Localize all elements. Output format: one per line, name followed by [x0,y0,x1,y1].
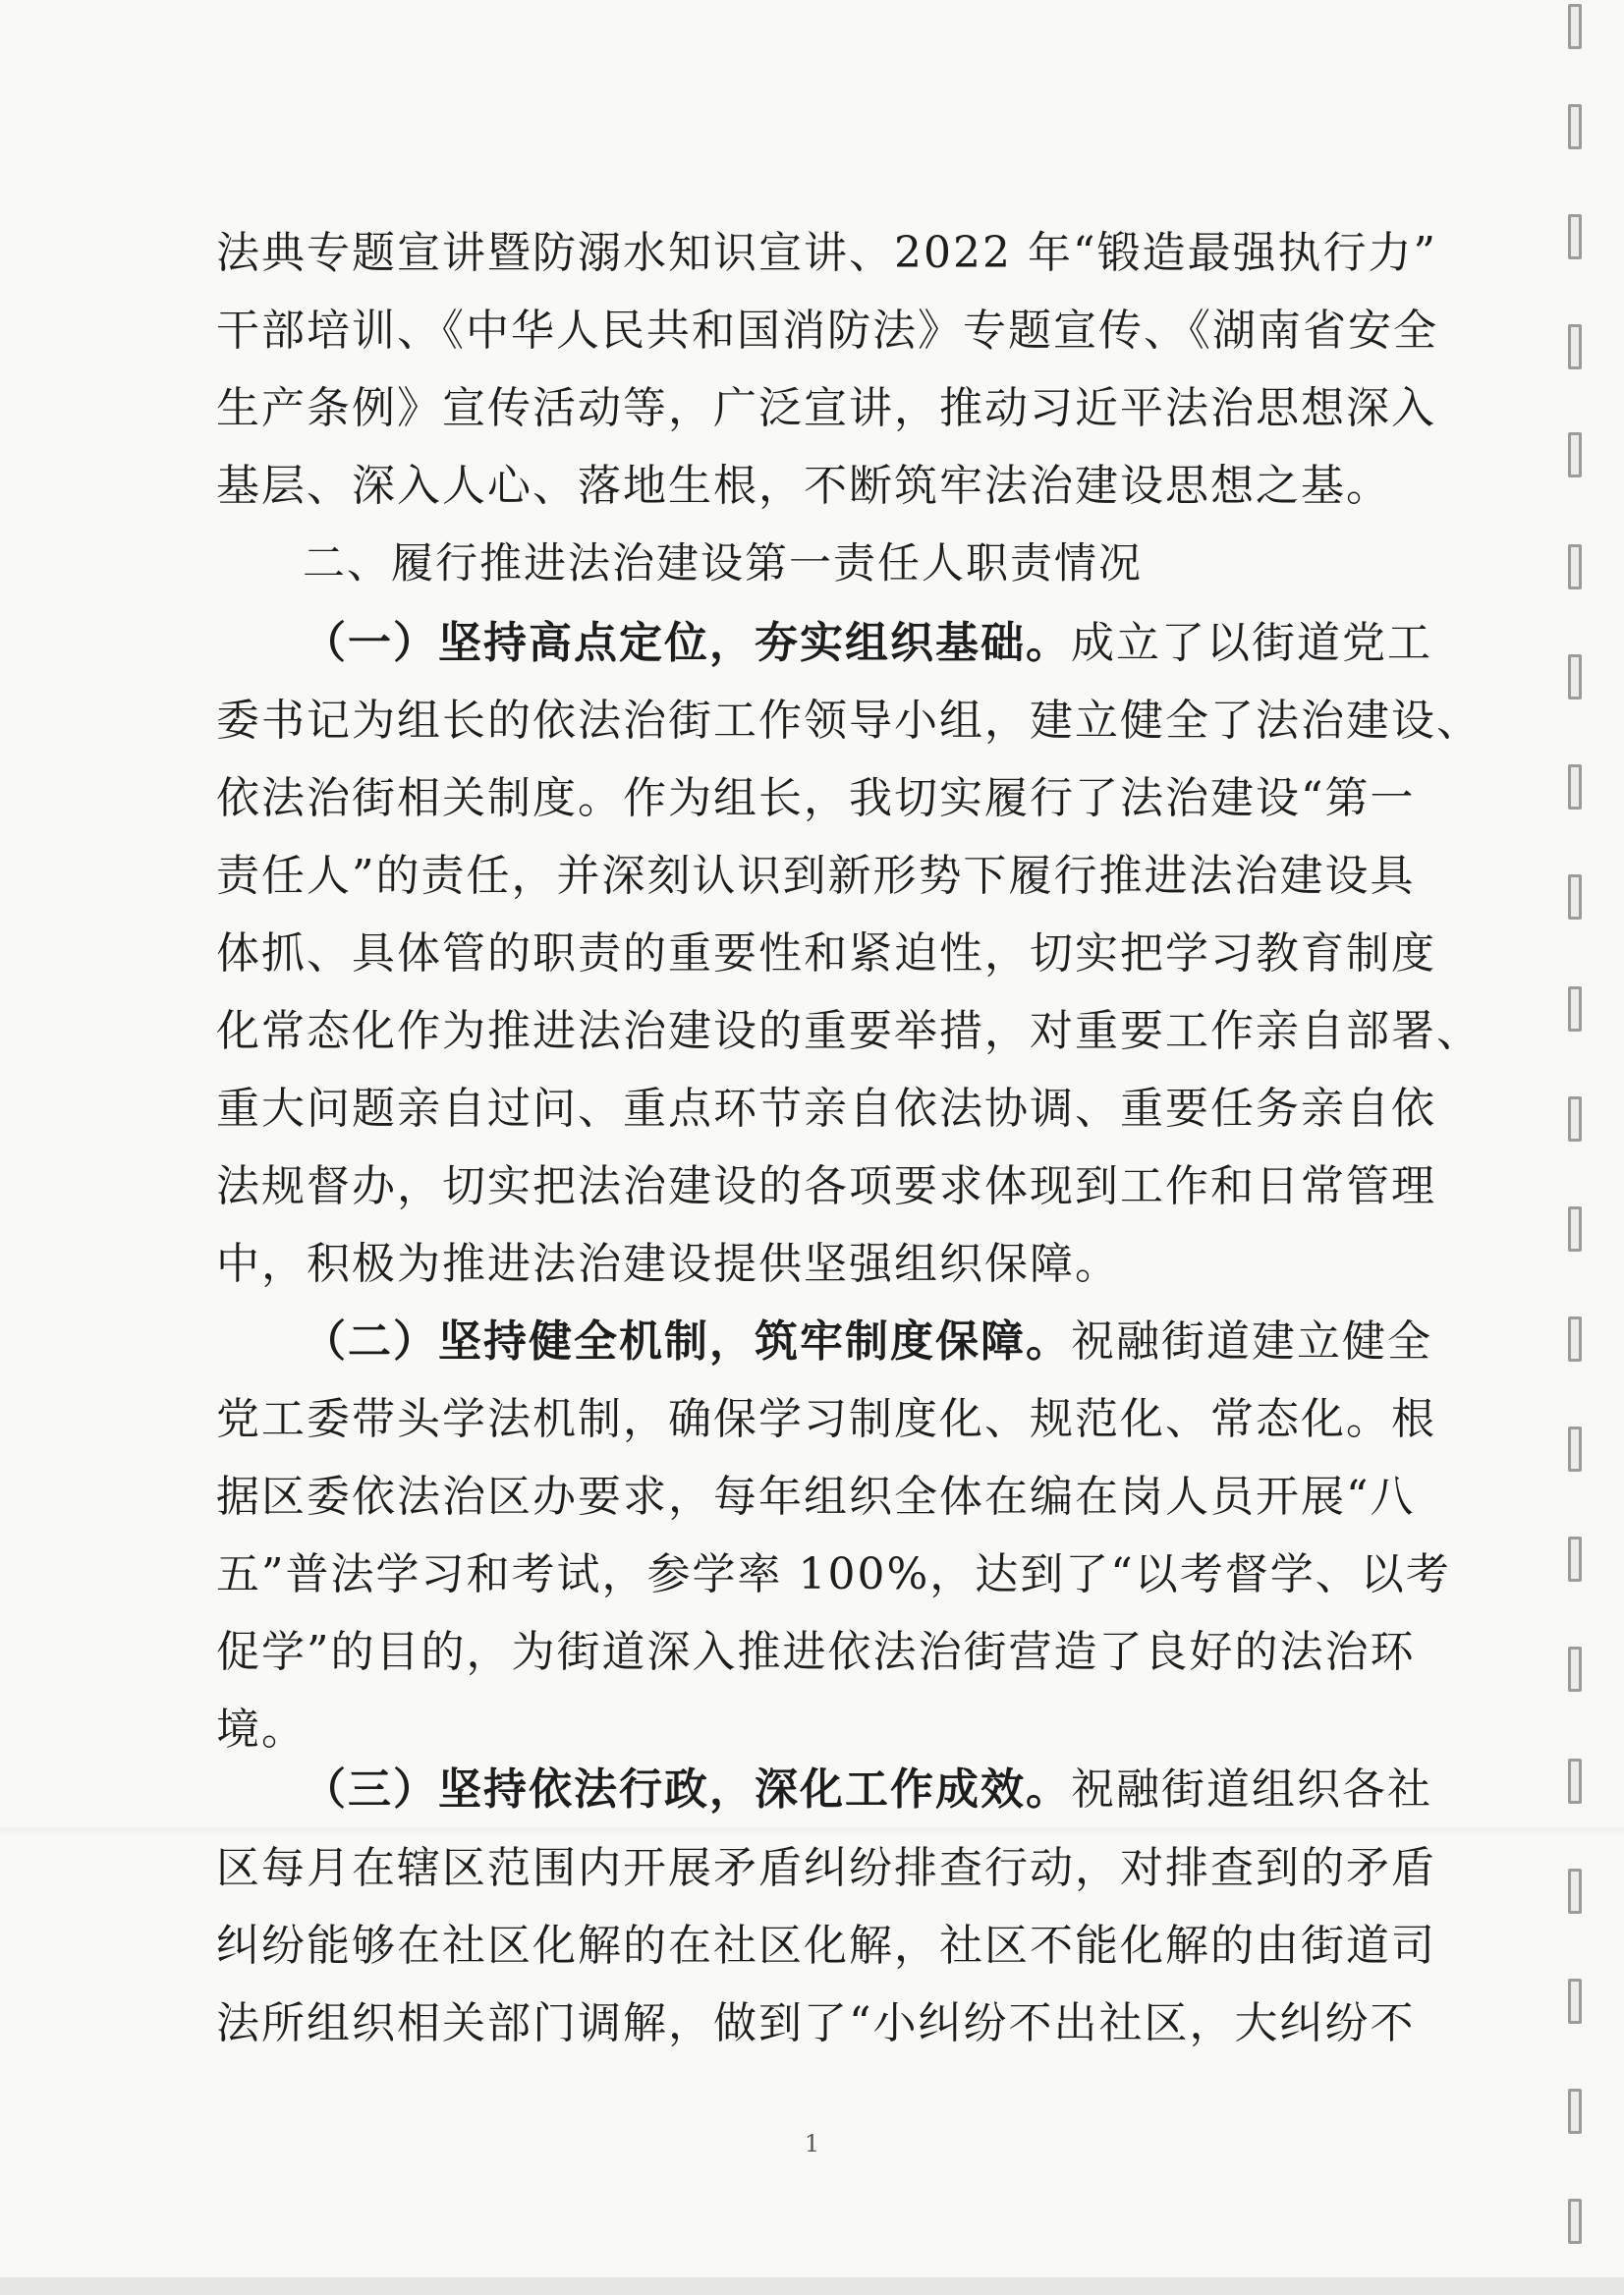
body-line: 促学”的目的，为街道深入推进依法治街营造了良好的法治环 [216,1627,1416,1677]
scan-mark [1568,1427,1582,1472]
scan-mark [1568,986,1582,1032]
subsection-title: （三）坚持依法行政，深化工作成效。 [303,1764,1071,1815]
body-line: 境。 [216,1705,307,1755]
section-heading: 二、履行推进法治建设第一责任人职责情况 [303,539,1143,588]
scan-mark [1568,1206,1582,1252]
scan-mark [1568,432,1582,477]
body-line: 法所组织相关部门调解，做到了“小纠纷不出社区，大纠纷不 [216,1998,1416,2048]
body-line: 干部培训、《中华人民共和国消防法》专题宣传、《湖南省安全 [216,306,1438,356]
body-line: 基层、深入人心、落地生根，不断筑牢法治建设思想之基。 [216,461,1391,511]
body-line: 法规督办，切实把法治建设的各项要求体现到工作和日常管理 [216,1161,1436,1211]
body-line: 区每月在辖区范围内开展矛盾纠纷排查行动，对排查到的矛盾 [216,1843,1436,1893]
page-number: 1 [804,2130,820,2157]
subsection-first-line [303,1764,1432,1816]
body-line: 依法治街相关制度。作为组长，我切实履行了法治建设“第一 [216,773,1416,823]
body-line: 化常态化作为推进法治建设的重要举措，对重要工作亲自部署、 [216,1006,1482,1056]
scan-mark [1568,1979,1582,2024]
scan-mark [1568,1537,1582,1582]
body-line: 纠纷能够在社区化解的在社区化解，社区不能化解的由街道司 [216,1921,1436,1971]
scan-band [0,1827,1624,1837]
scan-mark [1568,104,1582,149]
subsection-first-line [303,1316,1432,1368]
scan-mark [1568,544,1582,589]
body-line: 法典专题宣讲暨防溺水知识宣讲、2022 年“锻造最强执行力” [216,228,1437,278]
scan-mark [1568,1759,1582,1804]
body-line: 委书记为组长的依法治街工作领导小组，建立健全了法治建设、 [216,696,1482,746]
body-line: 党工委带头学法机制，确保学习制度化、规范化、常态化。根 [216,1394,1436,1444]
body-line: 体抓、具体管的职责的重要性和紧迫性，切实把学习教育制度 [216,928,1436,979]
subsection-lead-text: 成立了以街道党工 [1071,618,1432,668]
scan-mark [1568,2199,1582,2244]
subsection-lead-text: 祝融街道建立健全 [1071,1316,1432,1367]
subsection-lead-text: 祝融街道组织各社 [1071,1764,1432,1815]
scan-mark [1568,874,1582,920]
body-line: 责任人”的责任，并深刻认识到新形势下履行推进法治建设具 [216,851,1416,901]
body-line: 据区委依法治区办要求，每年组织全体在编在岗人员开展“八 [216,1472,1416,1522]
subsection-title: （一）坚持高点定位，夯实组织基础。 [303,618,1071,668]
scan-mark [1568,1647,1582,1692]
subsection-first-line [303,618,1432,669]
body-line: 重大问题亲自过问、重点环节亲自依法协调、重要任务亲自依 [216,1084,1436,1134]
scan-mark [1568,654,1582,700]
scan-mark [1568,324,1582,369]
scan-mark [1568,214,1582,259]
scan-mark [1568,4,1582,49]
body-line: 中，积极为推进法治建设提供坚强组织保障。 [216,1239,1120,1289]
body-line: 五”普法学习和考试，参学率 100%，达到了“以考督学、以考 [216,1549,1451,1599]
scan-bottom-edge [0,2277,1624,2295]
scan-mark [1568,1316,1582,1362]
body-line: 生产条例》宣传活动等，广泛宣讲，推动习近平法治思想深入 [216,383,1436,433]
scan-mark [1568,1869,1582,1914]
scan-mark [1568,1096,1582,1142]
scan-mark [1568,764,1582,810]
subsection-title: （二）坚持健全机制，筑牢制度保障。 [303,1316,1071,1367]
scan-mark [1568,2089,1582,2134]
